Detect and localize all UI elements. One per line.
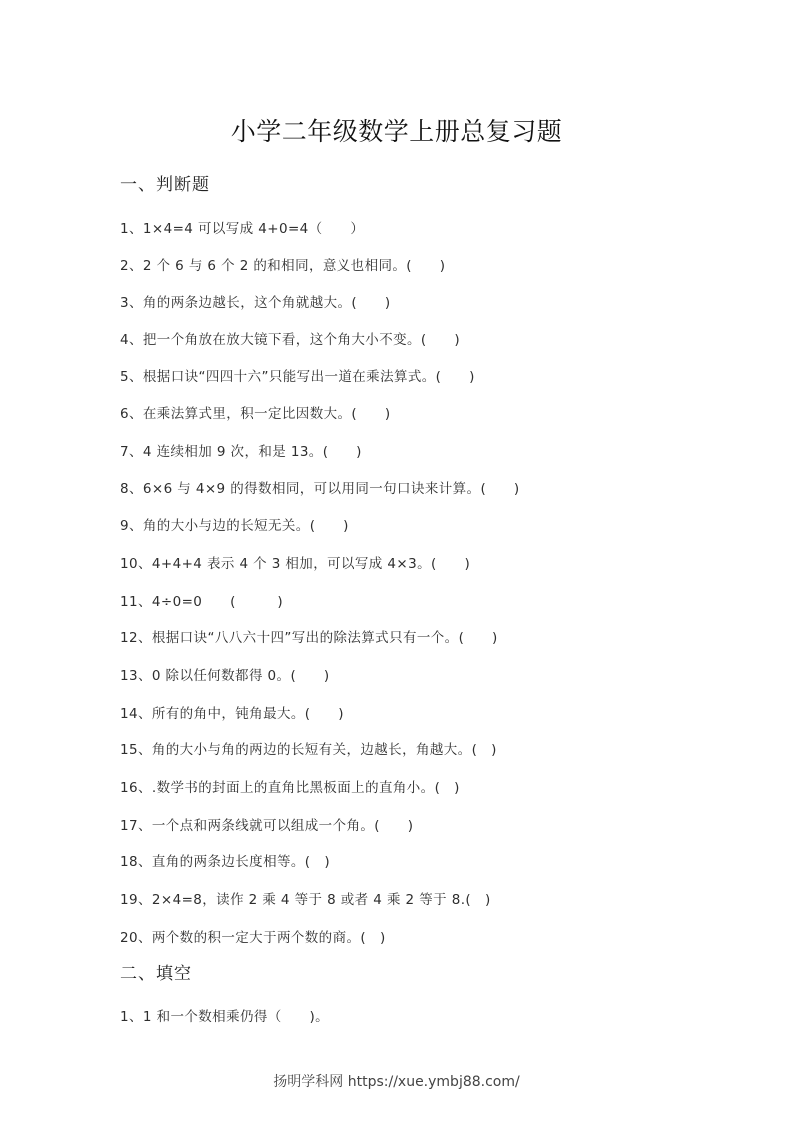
question-item: 17、一个点和两条线就可以组成一个角。( ) — [120, 818, 414, 834]
question-item: 14、所有的角中，钝角最大。( ) — [120, 706, 344, 722]
question-item: 11、4÷0=0 ( ) — [120, 594, 284, 610]
section-heading-fill-blank: 二、填空 — [120, 964, 192, 984]
question-item: 10、4+4+4 表示 4 个 3 相加，可以写成 4×3。( ) — [120, 556, 471, 572]
question-item: 20、两个数的积一定大于两个数的商。( ) — [120, 930, 386, 946]
question-item: 6、在乘法算式里，积一定比因数大。( ) — [120, 406, 391, 422]
question-item: 19、2×4=8，读作 2 乘 4 等于 8 或者 4 乘 2 等于 8.( ) — [120, 892, 491, 908]
question-item: 12、根据口诀“八八六十四”写出的除法算式只有一个。( ) — [120, 630, 498, 646]
question-item: 8、6×6 与 4×9 的得数相同，可以用同一句口诀来计算。( ) — [120, 481, 520, 497]
question-item: 1、1×4=4 可以写成 4+0=4（ ） — [120, 221, 365, 237]
page-title: 小学二年级数学上册总复习题 — [230, 117, 563, 146]
footer-watermark: 扬明学科网 https://xue.ymbj88.com/ — [273, 1074, 520, 1090]
question-item: 1、1 和一个数相乘仍得（ )。 — [120, 1009, 330, 1025]
section-heading-judgment: 一、判断题 — [120, 175, 210, 195]
question-item: 16、.数学书的封面上的直角比黑板面上的直角小。( ) — [120, 780, 460, 796]
question-item: 2、2 个 6 与 6 个 2 的和相同，意义也相同。( ) — [120, 258, 446, 274]
question-item: 5、根据口诀“四四十六”只能写出一道在乘法算式。( ) — [120, 369, 475, 385]
question-item: 13、0 除以任何数都得 0。( ) — [120, 668, 330, 684]
question-item: 9、角的大小与边的长短无关。( ) — [120, 518, 349, 534]
question-item: 7、4 连续相加 9 次，和是 13。( ) — [120, 444, 362, 460]
question-item: 15、角的大小与角的两边的长短有关，边越长，角越大。( ) — [120, 742, 497, 758]
question-item: 4、把一个角放在放大镜下看，这个角大小不变。( ) — [120, 332, 461, 348]
question-item: 18、直角的两条边长度相等。( ) — [120, 854, 331, 870]
question-item: 3、角的两条边越长，这个角就越大。( ) — [120, 295, 391, 311]
